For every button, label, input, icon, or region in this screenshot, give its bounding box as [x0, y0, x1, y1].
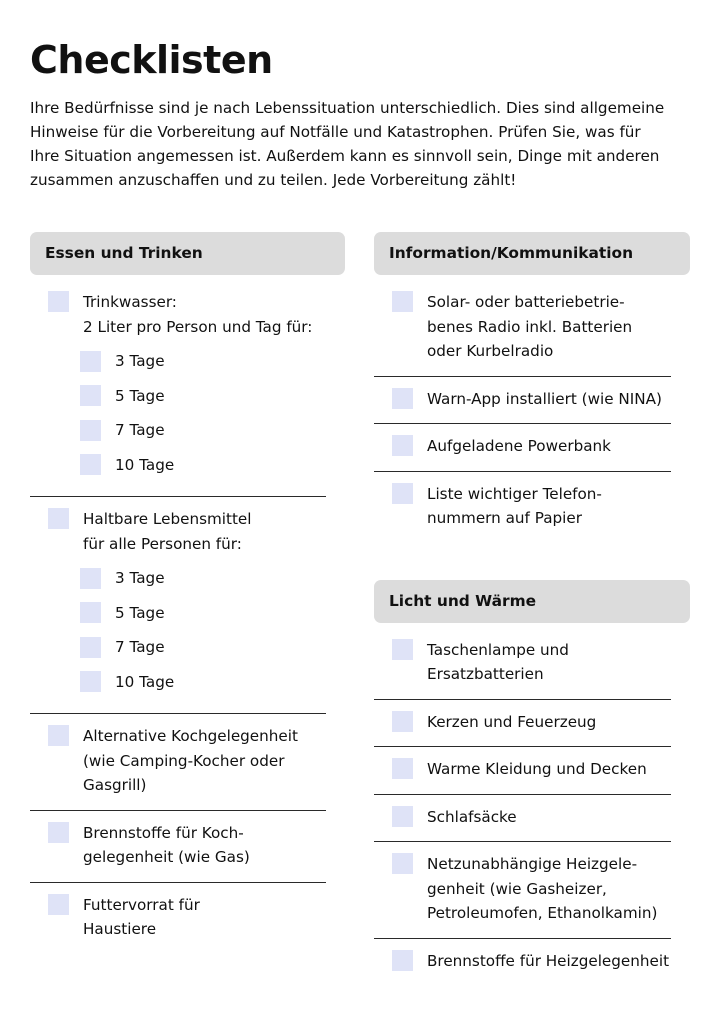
- sub-item-label: 5 Tage: [115, 386, 165, 405]
- checkbox[interactable]: [48, 508, 69, 529]
- checkbox[interactable]: [48, 894, 69, 915]
- checklist-item-warn-app: [374, 388, 671, 425]
- item-label: Taschenlampe und Ersatzbatterien: [427, 640, 569, 683]
- checkbox[interactable]: [80, 671, 101, 692]
- checklist-item-kochgelegenheit: [30, 725, 326, 811]
- checkbox[interactable]: [80, 351, 101, 372]
- checklist-item-taschenlampe: [374, 639, 671, 700]
- item-label: Netzunabhängige Heizgele- genheit (wie Gasheizer, Petroleumofen, Ethanolkamin): [427, 855, 658, 922]
- sub-item-label: 3 Tage: [115, 352, 165, 370]
- checkbox[interactable]: [48, 725, 69, 746]
- checklist-item-kerzen: [374, 711, 671, 748]
- sub-item: [30, 598, 326, 633]
- checklist-item-trinkwasser: [30, 291, 326, 497]
- sub-item-label: 7 Tage: [115, 638, 165, 656]
- item-label: Brennstoffe für Heizgelegenheit: [427, 951, 670, 970]
- item-label: Haltbare Lebensmittel für alle Personen für:: [83, 510, 252, 553]
- checklist-item-telefonnummern: [374, 483, 671, 543]
- sub-item-label: 5 Tage: [115, 603, 165, 622]
- checkbox[interactable]: [392, 711, 413, 732]
- checkbox[interactable]: [392, 758, 413, 779]
- checkbox[interactable]: [392, 388, 413, 409]
- checkbox[interactable]: [392, 806, 413, 827]
- item-label: Warn-App installiert (wie NINA): [427, 389, 662, 408]
- checklist-item-schlafsaecke: [374, 806, 671, 843]
- item-label: Aufgeladene Powerbank: [427, 437, 611, 455]
- checkbox[interactable]: [80, 637, 101, 658]
- sub-item-label: 10 Tage: [115, 455, 175, 474]
- section-header: Information/Kommunikation: [374, 232, 690, 275]
- sub-item: [30, 563, 326, 598]
- item-label: Schlafsäcke: [427, 807, 517, 826]
- item-label: Trinkwasser: 2 Liter pro Person und Tag für:: [83, 293, 313, 336]
- item-label: Futtervorrat für Haustiere: [83, 895, 200, 938]
- checkbox[interactable]: [392, 291, 413, 312]
- sub-item: [30, 381, 326, 416]
- sub-item-label: 10 Tage: [115, 672, 175, 691]
- checkbox[interactable]: [392, 853, 413, 874]
- checklist-item-radio: [374, 291, 671, 377]
- checkbox[interactable]: [80, 568, 101, 589]
- checklist-item-lebensmittel: [30, 508, 326, 714]
- item-label: Kerzen und Feuerzeug: [427, 712, 597, 731]
- section-essen-und-trinken: [30, 232, 326, 954]
- right-column: [374, 232, 671, 1022]
- checklist-item-kleidung: [374, 758, 671, 795]
- section-licht-und-waerme: [374, 580, 671, 986]
- sub-item: [30, 415, 326, 450]
- checkbox[interactable]: [48, 822, 69, 843]
- item-label: Solar- oder batteriebetrie- benes Radio inkl. Batterien oder Kurbelradio: [427, 293, 633, 360]
- sub-item: [30, 450, 326, 485]
- checkbox[interactable]: [392, 483, 413, 504]
- sub-item: [30, 667, 326, 702]
- page-title: Checklisten: [30, 38, 273, 82]
- section-information-kommunikation: [374, 232, 671, 543]
- section-header: Essen und Trinken: [30, 232, 345, 275]
- item-label: Alternative Kochgelegenheit (wie Camping-Kocher oder Gasgrill): [83, 727, 298, 794]
- sub-item-label: 7 Tage: [115, 421, 165, 439]
- checklist-item-powerbank: [374, 435, 671, 472]
- checkbox[interactable]: [80, 454, 101, 475]
- checkbox[interactable]: [80, 420, 101, 441]
- checklist-item-brennstoffe-koch: [30, 822, 326, 883]
- checkbox[interactable]: [392, 639, 413, 660]
- left-column: [30, 232, 326, 991]
- checklist-item-brennstoffe-heiz: [374, 950, 671, 986]
- item-label: Brennstoffe für Koch- gelegenheit (wie Gas): [83, 823, 250, 866]
- item-label: Warme Kleidung und Decken: [427, 760, 647, 778]
- sub-item-label: 3 Tage: [115, 569, 165, 587]
- checkbox[interactable]: [48, 291, 69, 312]
- checkbox[interactable]: [392, 950, 413, 971]
- sub-item: [30, 632, 326, 667]
- checkbox[interactable]: [80, 385, 101, 406]
- sub-item: [30, 346, 326, 381]
- checkbox[interactable]: [80, 602, 101, 623]
- intro-text: Ihre Bedürfnisse sind je nach Lebenssituation unterschiedlich. Dies sind allgemeine Hinweise für die Vorbereitung auf Notfälle und Katastrophen. Prüfen Sie, was für Ihre Situation angemessen ist. Außerdem kann es sinnvoll sein, Dinge mit anderen zusammen anzuschaffen und zu teilen. Jede Vorbereitung zählt!: [30, 99, 665, 189]
- checklist-item-heizgelegenheit: [374, 853, 671, 939]
- checkbox[interactable]: [392, 435, 413, 456]
- item-label: Liste wichtiger Telefon- nummern auf Papier: [427, 484, 602, 527]
- section-header: Licht und Wärme: [374, 580, 690, 623]
- checklist-item-futtervorrat: [30, 894, 326, 954]
